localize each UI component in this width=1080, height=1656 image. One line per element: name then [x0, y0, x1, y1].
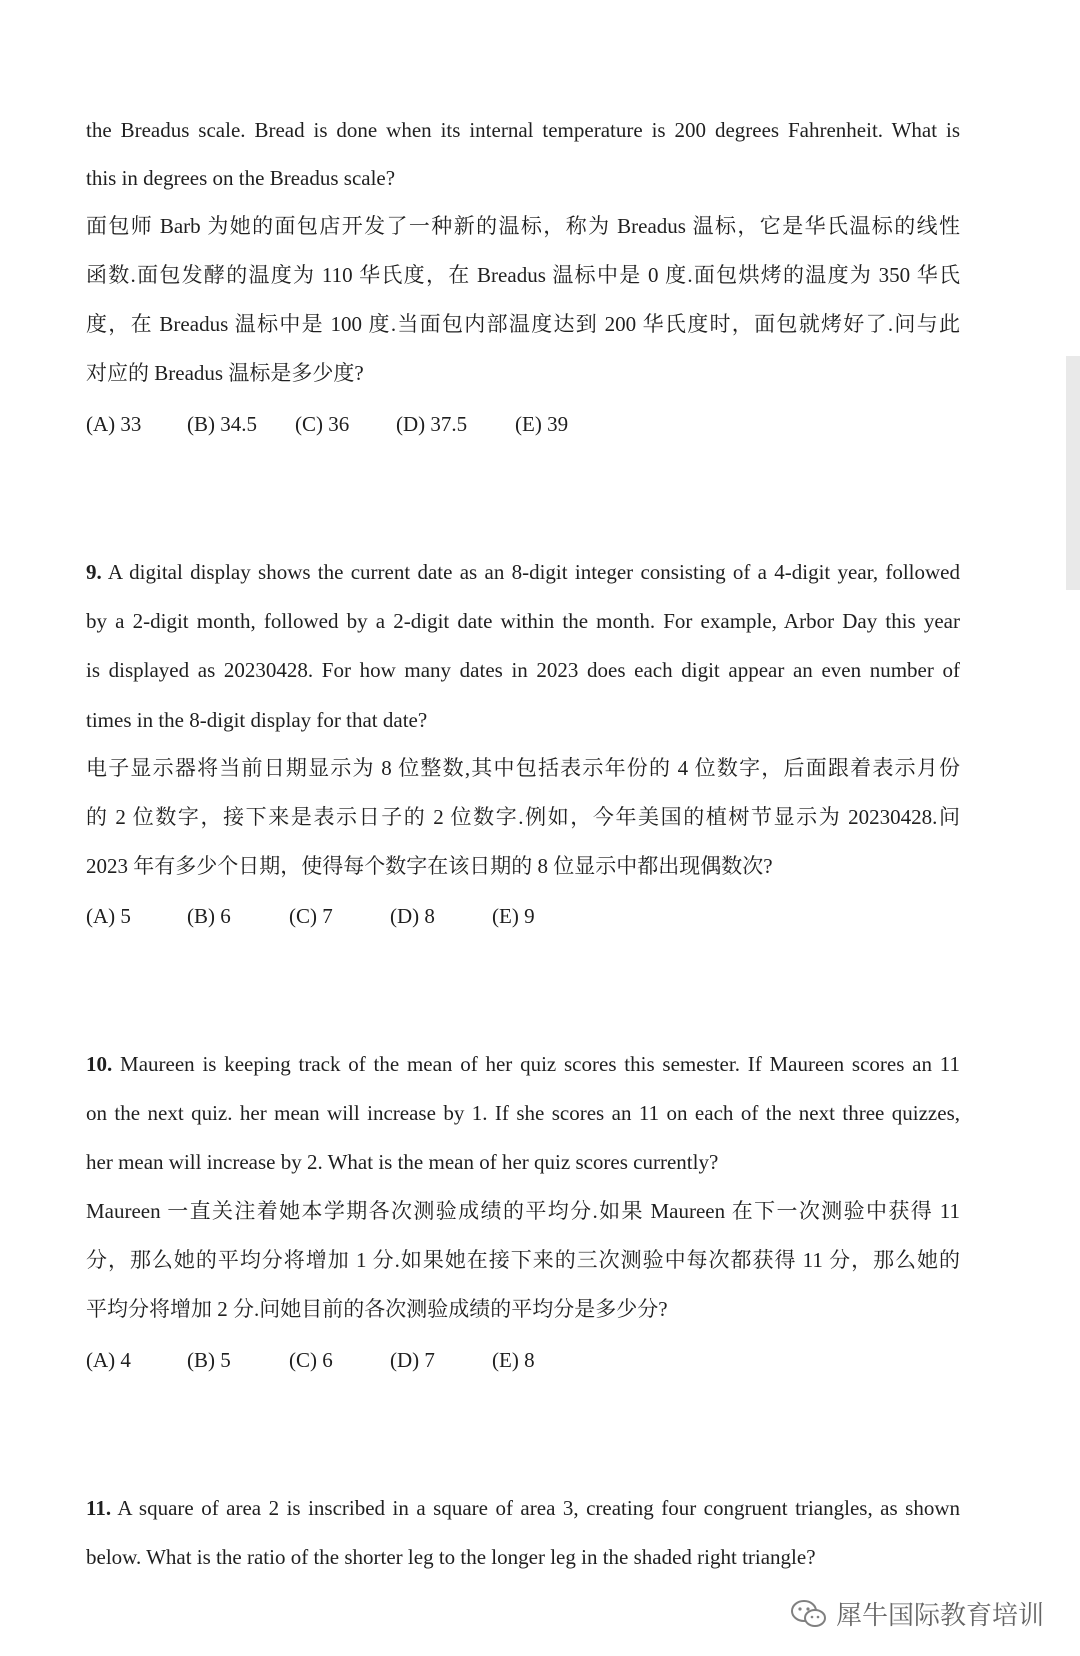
q9-choice-a: (A) 5 — [86, 904, 131, 928]
q8-zh-line-2: 函数.面包发酵的温度为 110 华氏度，在 Breadus 温标中是 0 度.面包烘烤的温度为 350 华氏 — [86, 263, 960, 287]
q10-en-line-1-text: Maureen is keeping track of the mean of her quiz scores this semester. If Maureen scores an 11 — [112, 1052, 960, 1076]
q11-en-line-2: below. What is the ratio of the shorter leg to the longer leg in the shaded right triangle? — [86, 1545, 816, 1569]
q10-choice-e: (E) 8 — [492, 1348, 535, 1372]
q9-choice-c: (C) 7 — [289, 904, 333, 928]
q8-choice-d: (D) 37.5 — [396, 412, 468, 436]
q8-zh-line-1: 面包师 Barb 为她的面包店开发了一种新的温标，称为 Breadus 温标，它是华氏温标的线性 — [86, 214, 960, 238]
q8-en-line-2: this in degrees on the Breadus scale? — [86, 166, 396, 190]
q9-number: 9. — [86, 560, 102, 584]
q10-zh-line-3: 平均分将增加 2 分.问她目前的各次测验成绩的平均分是多少分? — [86, 1297, 668, 1321]
q10-choice-d: (D) 7 — [390, 1348, 435, 1372]
q11-en-line-1 — [86, 1494, 960, 1522]
q9-choice-b: (B) 6 — [187, 904, 231, 928]
q9-en-line-1 — [86, 558, 960, 586]
wechat-icon — [790, 1599, 828, 1629]
q10-en-line-2: on the next quiz. her mean will increase by 1. If she scores an 11 on each of the next three quizzes, — [86, 1101, 960, 1125]
watermark-text: 犀牛国际教育培训 — [835, 1601, 1044, 1631]
q8-choice-b: (B) 34.5 — [187, 412, 257, 436]
q8-choice-a: (A) 33 — [86, 412, 142, 436]
q9-en-line-1-text: A digital display shows the current date as an 8-digit integer consisting of a 4-digit year, followed — [101, 560, 960, 584]
q9-en-line-4: times in the 8-digit display for that date? — [86, 708, 428, 732]
watermark — [790, 1595, 1044, 1632]
q11-en-line-1-text: A square of area 2 is inscribed in a square of area 3, creating four congruent triangles, as shown — [111, 1496, 960, 1520]
q10-zh-line-2: 分，那么她的平均分将增加 1 分.如果她在接下来的三次测验中每次都获得 11 分，那么她的 — [86, 1248, 960, 1272]
q8-choice-c: (C) 36 — [295, 412, 350, 436]
q9-choice-d: (D) 8 — [390, 904, 435, 928]
q10-choice-b: (B) 5 — [187, 1348, 231, 1372]
q8-choice-e: (E) 39 — [515, 412, 569, 436]
q8-zh-line-3: 度，在 Breadus 温标中是 100 度.当面包内部温度达到 200 华氏度时，面包就烤好了.问与此 — [86, 312, 960, 336]
q9-zh-line-2: 的 2 位数字，接下来是表示日子的 2 位数字.例如，今年美国的植树节显示为 20230428.问 — [86, 805, 960, 829]
scrollbar[interactable] — [1066, 356, 1080, 590]
q9-zh-line-3: 2023 年有多少个日期，使得每个数字在该日期的 8 位显示中都出现偶数次? — [86, 854, 773, 878]
q9-en-line-3: is displayed as 20230428. For how many dates in 2023 does each digit appear an even number of — [86, 658, 960, 682]
q8-en-line-1: the Breadus scale. Bread is done when its internal temperature is 200 degrees Fahrenheit. What is — [86, 118, 960, 142]
q10-choice-a: (A) 4 — [86, 1348, 131, 1372]
q10-zh-line-1: Maureen 一直关注着她本学期各次测验成绩的平均分.如果 Maureen 在下一次测验中获得 11 — [86, 1199, 960, 1223]
q11-number: 11. — [86, 1496, 112, 1520]
q10-en-line-1 — [86, 1050, 960, 1078]
q9-choice-e: (E) 9 — [492, 904, 535, 928]
q10-choice-c: (C) 6 — [289, 1348, 333, 1372]
q9-zh-line-1: 电子显示器将当前日期显示为 8 位整数,其中包括表示年份的 4 位数字，后面跟着表示月份 — [86, 756, 960, 780]
q9-en-line-2: by a 2-digit month, followed by a 2-digit date within the month. For example, Arbor Day this year — [86, 609, 960, 633]
q10-en-line-3: her mean will increase by 2. What is the mean of her quiz scores currently? — [86, 1150, 719, 1174]
q10-number: 10. — [86, 1052, 113, 1076]
q8-zh-line-4: 对应的 Breadus 温标是多少度? — [86, 361, 364, 385]
